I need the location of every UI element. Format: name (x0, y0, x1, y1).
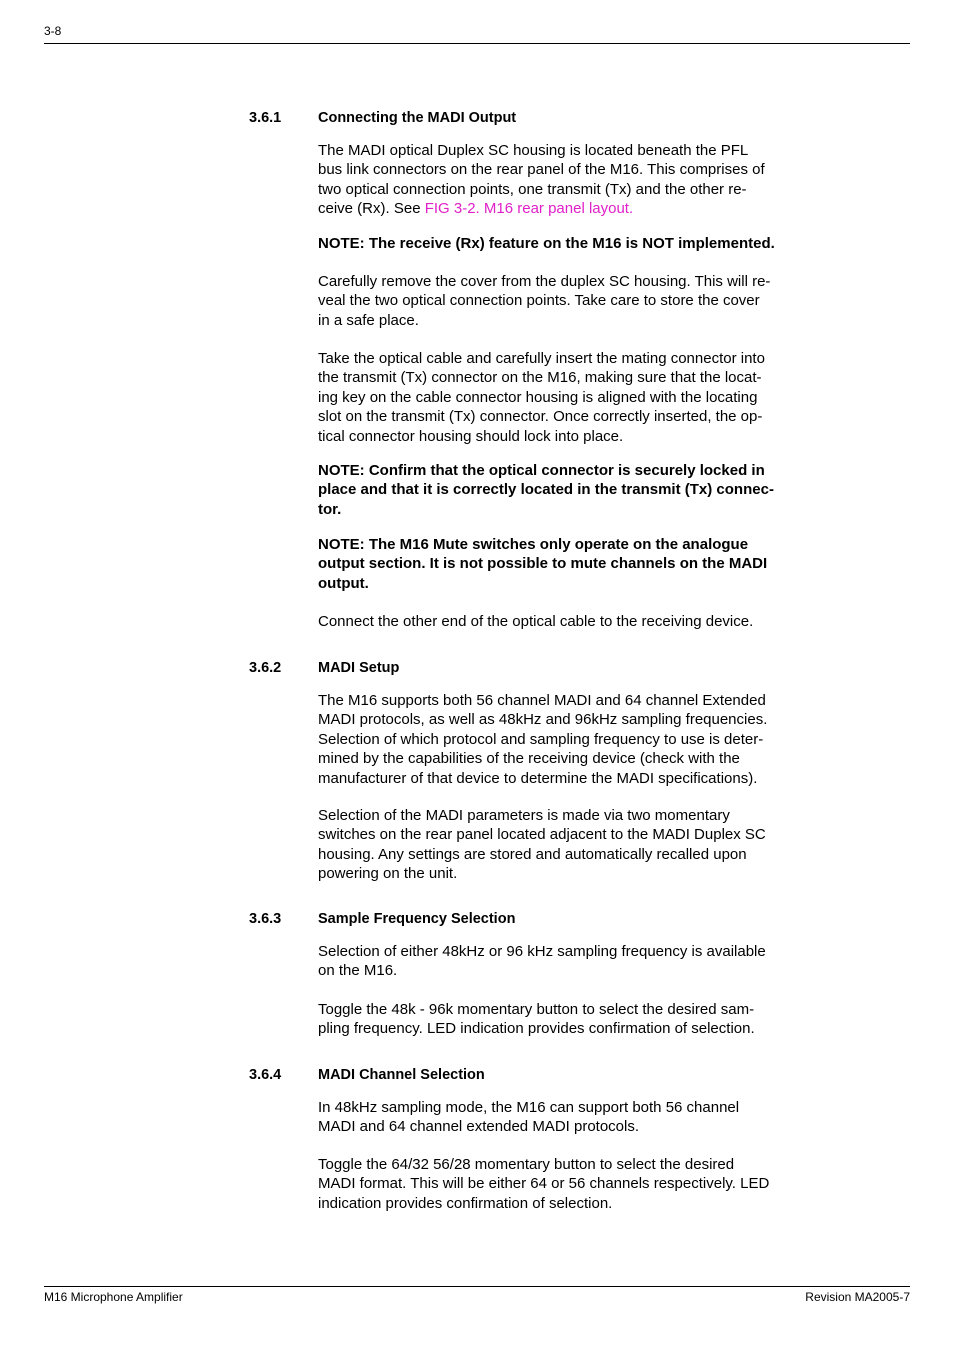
text-line: NOTE: The M16 Mute switches only operate on the analogue (318, 536, 749, 553)
text-line: Selection of either 48kHz or 96 kHz sampling frequency is available (318, 943, 766, 960)
section-number: 3.6.3 (249, 911, 282, 927)
paragraph-madi-parameters (318, 806, 808, 884)
text-line: place and that it is correctly located in the transmit (Tx) connec- (318, 481, 774, 499)
section-heading-3-6-4 (249, 1067, 485, 1083)
text-line: In 48kHz sampling mode, the M16 can support both 56 channel (318, 1099, 740, 1116)
text-line: output. (318, 574, 369, 592)
text-line: Connect the other end of the optical cable to the receiving device. (318, 613, 754, 630)
header-rule (44, 43, 910, 44)
section-title: Sample Frequency Selection (318, 911, 516, 927)
paragraph-48khz-mode (318, 1098, 808, 1137)
text-line: MADI format. This will be either 64 or 56 channels respectively. LED (318, 1175, 770, 1193)
section-heading-3-6-2 (249, 660, 399, 676)
text-line: on the M16. (318, 962, 398, 980)
section-heading-3-6-3 (249, 911, 515, 927)
text-line: powering on the unit. (318, 865, 458, 883)
text-line (318, 199, 808, 218)
section-heading-3-6-1 (249, 110, 516, 126)
text-line: indication provides confirmation of selection. (318, 1194, 613, 1212)
paragraph-toggle-64-56 (318, 1155, 808, 1213)
section-title: MADI Setup (318, 660, 400, 676)
paragraph-insert-cable (318, 349, 808, 446)
paragraph-remove-cover (318, 272, 808, 330)
text-line: NOTE: Confirm that the optical connector is securely locked in (318, 462, 765, 479)
text-line: output section. It is not possible to mute channels on the MADI (318, 555, 768, 573)
page-number: 3-8 (44, 24, 62, 38)
footer-rule (44, 1286, 910, 1287)
text-line: tor. (318, 500, 342, 518)
section-number: 3.6.4 (249, 1067, 282, 1083)
text-line: NOTE: The receive (Rx) feature on the M16 is NOT implemented. (318, 235, 775, 252)
text-line: Toggle the 48k - 96k momentary button to select the desired sam- (318, 1001, 755, 1018)
note-mute-switches (318, 535, 808, 593)
paragraph-frequency-available (318, 942, 808, 981)
text-line: bus link connectors on the rear panel of the M16. This comprises of (318, 161, 765, 179)
text-line: MADI protocols, as well as 48kHz and 96kHz sampling frequencies. (318, 711, 768, 729)
text-line: in a safe place. (318, 311, 419, 329)
paragraph-madi-housing (318, 141, 808, 219)
text-line: housing. Any settings are stored and automatically recalled upon (318, 845, 747, 863)
text-line: manufacturer of that device to determine the MADI specifications). (318, 769, 758, 787)
text-line: veal the two optical connection points. Take care to store the cover (318, 292, 760, 310)
text-line: MADI and 64 channel extended MADI protocols. (318, 1118, 640, 1136)
text-line: The M16 supports both 56 channel MADI and 64 channel Extended (318, 692, 766, 709)
paragraph-toggle-48k-96k (318, 1000, 808, 1039)
text-line: two optical connection points, one transmit (Tx) and the other re- (318, 180, 747, 198)
footer-revision: Revision MA2005-7 (805, 1290, 910, 1304)
text-line: The MADI optical Duplex SC housing is located beneath the PFL (318, 142, 749, 159)
fig-3-2-link[interactable]: FIG 3-2. M16 rear panel layout. (424, 200, 634, 218)
section-number: 3.6.2 (249, 660, 282, 676)
text-line: pling frequency. LED indication provides confirmation of selection. (318, 1020, 755, 1038)
note-rx-not-implemented (318, 234, 808, 253)
text-line: Selection of the MADI parameters is made via two momentary (318, 807, 730, 824)
text-line: Toggle the 64/32 56/28 momentary button to select the desired (318, 1156, 735, 1173)
text-line: switches on the rear panel located adjacent to the MADI Duplex SC (318, 826, 766, 844)
paragraph-connect-other-end (318, 612, 808, 631)
text-line: slot on the transmit (Tx) connector. Once correctly inserted, the op- (318, 408, 763, 426)
section-number: 3.6.1 (249, 110, 282, 126)
text-line: tical connector housing should lock into place. (318, 427, 624, 445)
paragraph-madi-protocols (318, 691, 808, 788)
text-line: Selection of which protocol and sampling frequency to use is deter- (318, 730, 764, 748)
section-title: MADI Channel Selection (318, 1067, 485, 1083)
text-line: Carefully remove the cover from the duplex SC housing. This will re- (318, 273, 771, 290)
text-line: Take the optical cable and carefully insert the mating connector into (318, 350, 765, 367)
text-line: ing key on the cable connector housing is aligned with the locating (318, 388, 758, 406)
footer-product-name: M16 Microphone Amplifier (44, 1290, 183, 1304)
text-line: mined by the capabilities of the receiving device (check with the (318, 750, 740, 768)
text-fragment: ceive (Rx). See (318, 200, 425, 218)
text-line: the transmit (Tx) connector on the M16, making sure that the locat- (318, 369, 762, 387)
note-connector-locked (318, 461, 808, 519)
section-title: Connecting the MADI Output (318, 110, 517, 126)
